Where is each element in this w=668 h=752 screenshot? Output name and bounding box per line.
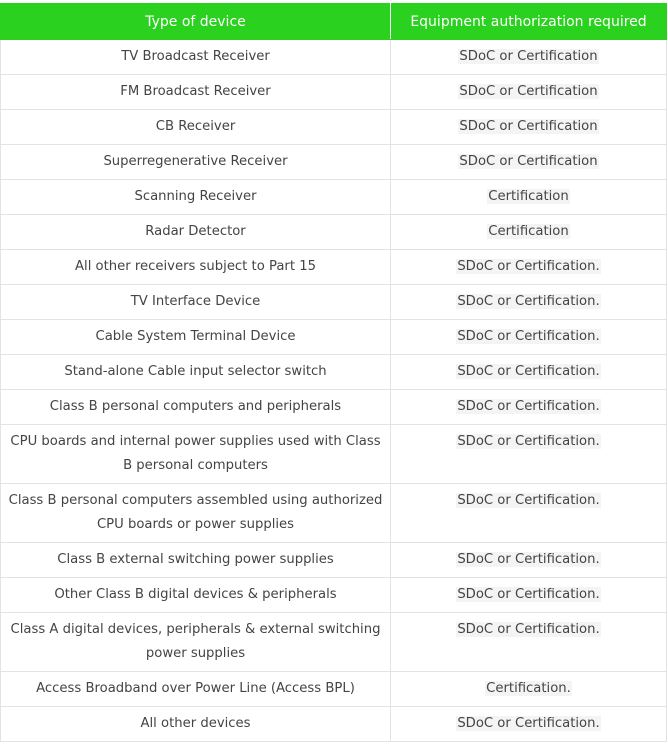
- table-row: [1, 180, 667, 215]
- authorization-cell: [391, 180, 667, 215]
- header-row: [1, 4, 667, 40]
- authorization-value: SDoC or Certification.: [457, 493, 600, 508]
- equipment-authorization-table: [0, 3, 667, 742]
- authorization-cell: [391, 320, 667, 355]
- table-row: [1, 215, 667, 250]
- table-row: [1, 578, 667, 613]
- table-row: [1, 484, 667, 543]
- authorization-value: SDoC or Certification.: [457, 552, 600, 567]
- table-row: [1, 390, 667, 425]
- table-row: [1, 285, 667, 320]
- authorization-value: SDoC or Certification.: [457, 622, 600, 637]
- authorization-cell: [391, 672, 667, 707]
- table-row: [1, 110, 667, 145]
- authorization-cell: [391, 578, 667, 613]
- authorization-value: SDoC or Certification.: [457, 716, 600, 731]
- table-row: [1, 145, 667, 180]
- authorization-cell: [391, 145, 667, 180]
- authorization-value: SDoC or Certification.: [457, 364, 600, 379]
- table-row: [1, 543, 667, 578]
- authorization-cell: [391, 250, 667, 285]
- table-row: [1, 75, 667, 110]
- table-row: [1, 613, 667, 672]
- device-type-cell: All other devices: [1, 707, 391, 742]
- authorization-value: SDoC or Certification: [459, 49, 598, 64]
- table-header: [1, 4, 667, 40]
- header-equipment-authorization: Equipment authorization required: [391, 4, 667, 40]
- device-type-cell: Class B personal computers assembled using authorized CPU boards or power supplies: [1, 484, 391, 543]
- device-type-cell: Class B external switching power supplies: [1, 543, 391, 578]
- authorization-value: SDoC or Certification.: [457, 294, 600, 309]
- authorization-value: SDoC or Certification.: [457, 587, 600, 602]
- device-type-cell: FM Broadcast Receiver: [1, 75, 391, 110]
- authorization-cell: [391, 425, 667, 484]
- device-type-cell: Radar Detector: [1, 215, 391, 250]
- device-type-cell: Superregenerative Receiver: [1, 145, 391, 180]
- table-row: [1, 320, 667, 355]
- authorization-value: SDoC or Certification.: [457, 259, 600, 274]
- authorization-cell: [391, 215, 667, 250]
- authorization-value: Certification: [488, 189, 569, 204]
- device-type-cell: TV Broadcast Receiver: [1, 40, 391, 75]
- device-type-cell: CPU boards and internal power supplies used with Class B personal computers: [1, 425, 391, 484]
- authorization-value: SDoC or Certification: [459, 84, 598, 99]
- authorization-cell: [391, 543, 667, 578]
- table-row: [1, 672, 667, 707]
- authorization-value: SDoC or Certification.: [457, 329, 600, 344]
- authorization-value: SDoC or Certification: [459, 119, 598, 134]
- device-type-cell: All other receivers subject to Part 15: [1, 250, 391, 285]
- authorization-cell: [391, 484, 667, 543]
- device-type-cell: Class B personal computers and peripherals: [1, 390, 391, 425]
- authorization-value: Certification: [488, 224, 569, 239]
- authorization-value: SDoC or Certification.: [457, 399, 600, 414]
- table-body: [1, 40, 667, 742]
- authorization-cell: [391, 75, 667, 110]
- authorization-cell: [391, 285, 667, 320]
- table-row: [1, 707, 667, 742]
- device-type-cell: Stand-alone Cable input selector switch: [1, 355, 391, 390]
- device-type-cell: CB Receiver: [1, 110, 391, 145]
- authorization-value: SDoC or Certification: [459, 154, 598, 169]
- authorization-cell: [391, 613, 667, 672]
- authorization-cell: [391, 707, 667, 742]
- authorization-value: SDoC or Certification.: [457, 434, 600, 449]
- device-type-cell: Class A digital devices, peripherals & external switching power supplies: [1, 613, 391, 672]
- device-type-cell: Cable System Terminal Device: [1, 320, 391, 355]
- device-type-cell: Scanning Receiver: [1, 180, 391, 215]
- table-row: [1, 425, 667, 484]
- table-row: [1, 355, 667, 390]
- authorization-cell: [391, 390, 667, 425]
- authorization-cell: [391, 355, 667, 390]
- table-row: [1, 40, 667, 75]
- authorization-cell: [391, 40, 667, 75]
- authorization-cell: [391, 110, 667, 145]
- authorization-value: Certification.: [486, 681, 571, 696]
- table-row: [1, 250, 667, 285]
- header-type-of-device: Type of device: [1, 4, 391, 40]
- device-type-cell: TV Interface Device: [1, 285, 391, 320]
- device-type-cell: Other Class B digital devices & peripherals: [1, 578, 391, 613]
- device-type-cell: Access Broadband over Power Line (Access BPL): [1, 672, 391, 707]
